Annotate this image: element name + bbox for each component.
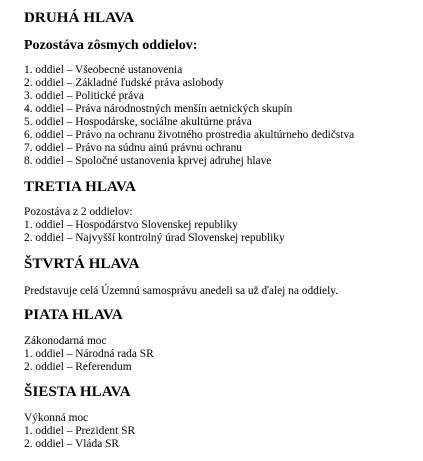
- list-item: 1. oddiel – Prezident SR: [24, 425, 136, 437]
- list-item: 4. oddiel – Práva národnostných menšín aetnických skupín: [24, 103, 293, 115]
- list-item: 1. oddiel – Národná rada SR: [24, 348, 154, 360]
- list-item: 5. oddiel – Hospodárske, sociálne akultúrne práva: [24, 116, 252, 128]
- heading-druha-hlava: DRUHÁ HLAVA: [24, 10, 135, 26]
- list-item: 2. oddiel – Vláda SR: [24, 438, 120, 450]
- list-item: 2. oddiel – Základné ľudské práva aslobody: [24, 77, 224, 89]
- list-item: 1. oddiel – Hospodárstvo Slovenskej republiky: [24, 219, 238, 231]
- paragraph-line: Predstavuje celá Územnú samosprávu anedeli sa už ďalej na oddiely.: [24, 285, 339, 297]
- list-item: 6. oddiel – Právo na ochranu životného prostredia akultúrneho dedičstva: [24, 129, 355, 141]
- list-item: 8. oddiel – Spoločné ustanovenia kprvej adruhej hlave: [24, 155, 272, 167]
- heading-piata-hlava: PIATA HLAVA: [24, 307, 123, 323]
- heading-stvrta-hlava: ŠTVRTÁ HLAVA: [24, 256, 140, 272]
- paragraph-line: Výkonná moc: [24, 412, 89, 424]
- heading-siesta-hlava: ŠIESTA HLAVA: [24, 384, 131, 400]
- subheading-druha-hlava: Pozostáva zôsmych oddielov:: [24, 38, 198, 53]
- list-item: 2. oddiel – Najvyšší kontrolný úrad Slovenskej republiky: [24, 232, 285, 244]
- list-item: 3. oddiel – Politické práva: [24, 90, 144, 102]
- paragraph-line: Pozostáva z 2 oddielov:: [24, 206, 133, 218]
- list-item: 7. oddiel – Právo na súdnu ainú právnu ochranu: [24, 142, 242, 154]
- heading-tretia-hlava: TRETIA HLAVA: [24, 179, 136, 195]
- list-item: 2. oddiel – Referendum: [24, 361, 132, 373]
- paragraph-line: Zákonodarná moc: [24, 335, 107, 347]
- list-item: 1. oddiel – Všeobecné ustanovenia: [24, 64, 183, 76]
